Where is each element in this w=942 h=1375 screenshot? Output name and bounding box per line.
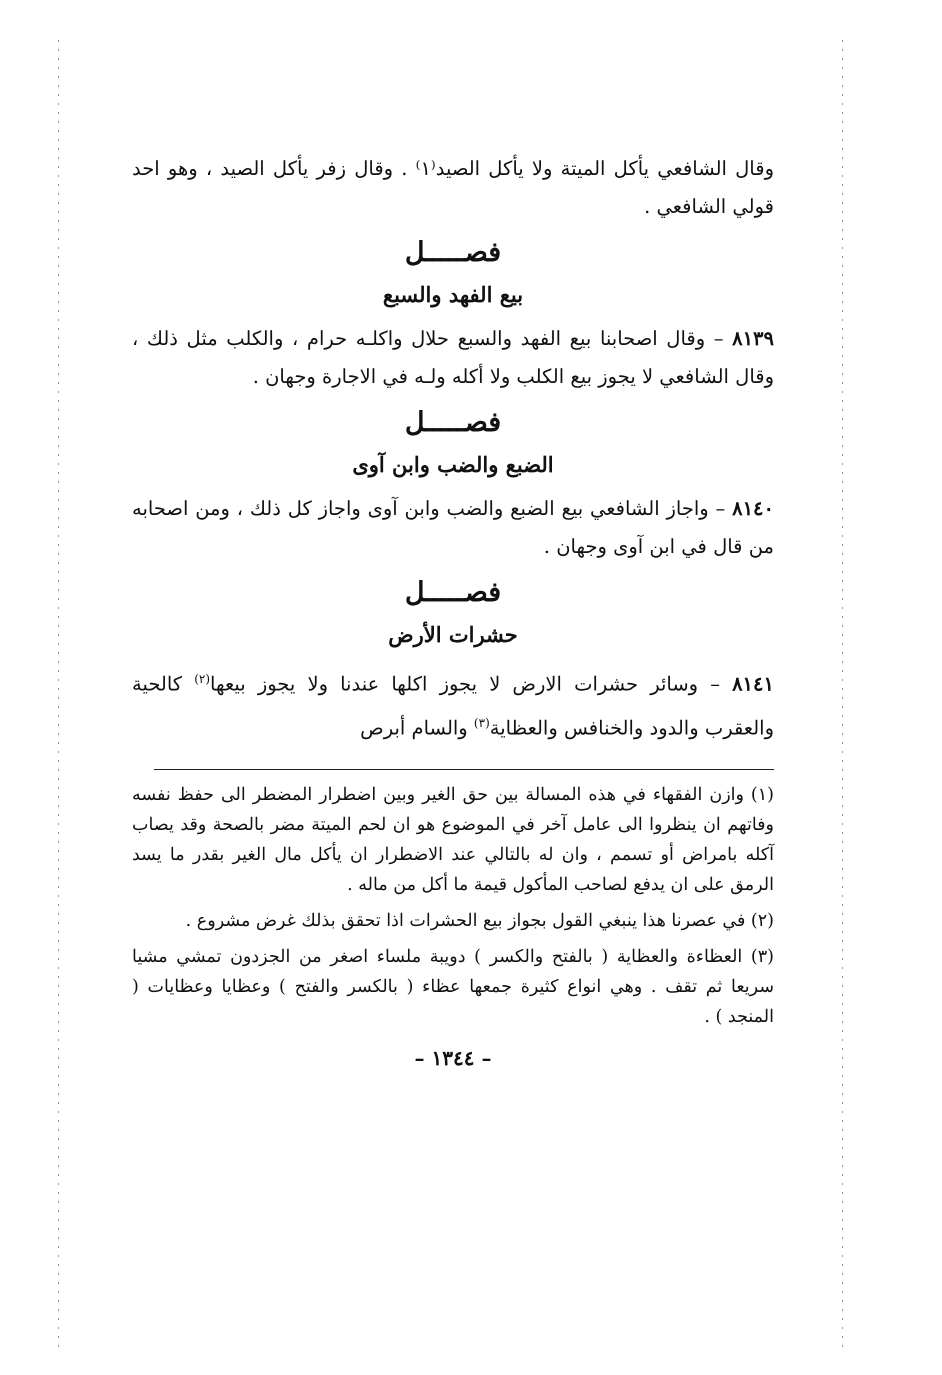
section-title-3: حشرات الأرض (388, 622, 518, 647)
paragraph-8139 (132, 320, 774, 396)
paragraph-number: ٨١٤١ (732, 672, 774, 696)
footnote-2: (٢) في عصرنا هذا ينبغي القول بجواز بيع الحشرات اذا تحقق بذلك غرض مشروع . (185, 911, 774, 931)
section-title-2: الضبع والضب وابن آوى (352, 452, 554, 477)
paragraph-intro: وقال الشافعي يأكل الميتة ولا يأكل الصيد⁽١⁾ . وقال زفر يأكل الصيد ، وهو احد قولي الشافعي . (132, 157, 774, 218)
footnote-divider (154, 769, 774, 770)
paragraph-text: – واجاز الشافعي بيع الضبع والضب وابن آوى واجاز كل ذلك ، ومن اصحابه من قال في ابن آوى وجهان . (132, 497, 774, 558)
section-title-1: بيع الفهد والسبع (382, 282, 524, 307)
footnote-1: (١) وازن الفقهاء في هذه المسالة بين حق الغير وبين اضطرار المضطر الى حفظ نفسه وفاتهم ان ينظروا الى عامل آخر في الموضوع هو ان لحم الميتة مضر بالصحة وقد يصاب آكله بامراض أو تسمم ، وان له بالتالي عند الاضطرار ان يأكل مال الغير بقدر ما يسد الرمق على ان يدفع لصاحب المأكول قيمة ما أكل من ماله . (132, 785, 774, 895)
footnote-ref: (٣) (473, 715, 490, 730)
main-text (132, 150, 774, 1070)
section-heading-2: فصـــــل (404, 407, 502, 438)
footnote-ref: (٢) (194, 672, 211, 686)
paragraph-text: والسام أبرص (360, 716, 474, 739)
scan-edge-left (58, 40, 59, 1350)
scan-edge-right (842, 40, 843, 1350)
section-heading-3: فصـــــل (404, 577, 502, 608)
footnote-3: (٣) العظاءة والعظاية ( بالفتح والكسر ) دويبة ملساء اصغر من الجزدون تمشي مشيا سريعا ثم تقف . وهي انواع كثيرة جمعها عظاء ( بالكسر والفتح ) وعظايا وعظايات ( المنجد ) . (132, 947, 774, 1027)
paragraph-8140 (132, 490, 774, 566)
paragraph-number: ٨١٣٩ (732, 327, 774, 350)
paragraph-number: ٨١٤٠ (732, 497, 774, 520)
paragraph-8141 (132, 660, 774, 747)
paragraph-text: – وقال اصحابنا بيع الفهد والسبع حلال واكلـه حرام ، والكلب مثل ذلك ، وقال الشافعي لا يجوز بيع الكلب ولا أكله ولـه في الاجارة وجهان . (132, 327, 774, 388)
paragraph-text: كالحية والعقرب والدود والخنافس والعظاية (132, 672, 774, 739)
page-number: – ١٣٤٤ – (414, 1046, 492, 1070)
section-heading-1: فصـــــل (404, 237, 502, 268)
paragraph-text: – وسائر حشرات الارض لا يجوز اكلها عندنا ولا يجوز بيعها (210, 672, 733, 696)
